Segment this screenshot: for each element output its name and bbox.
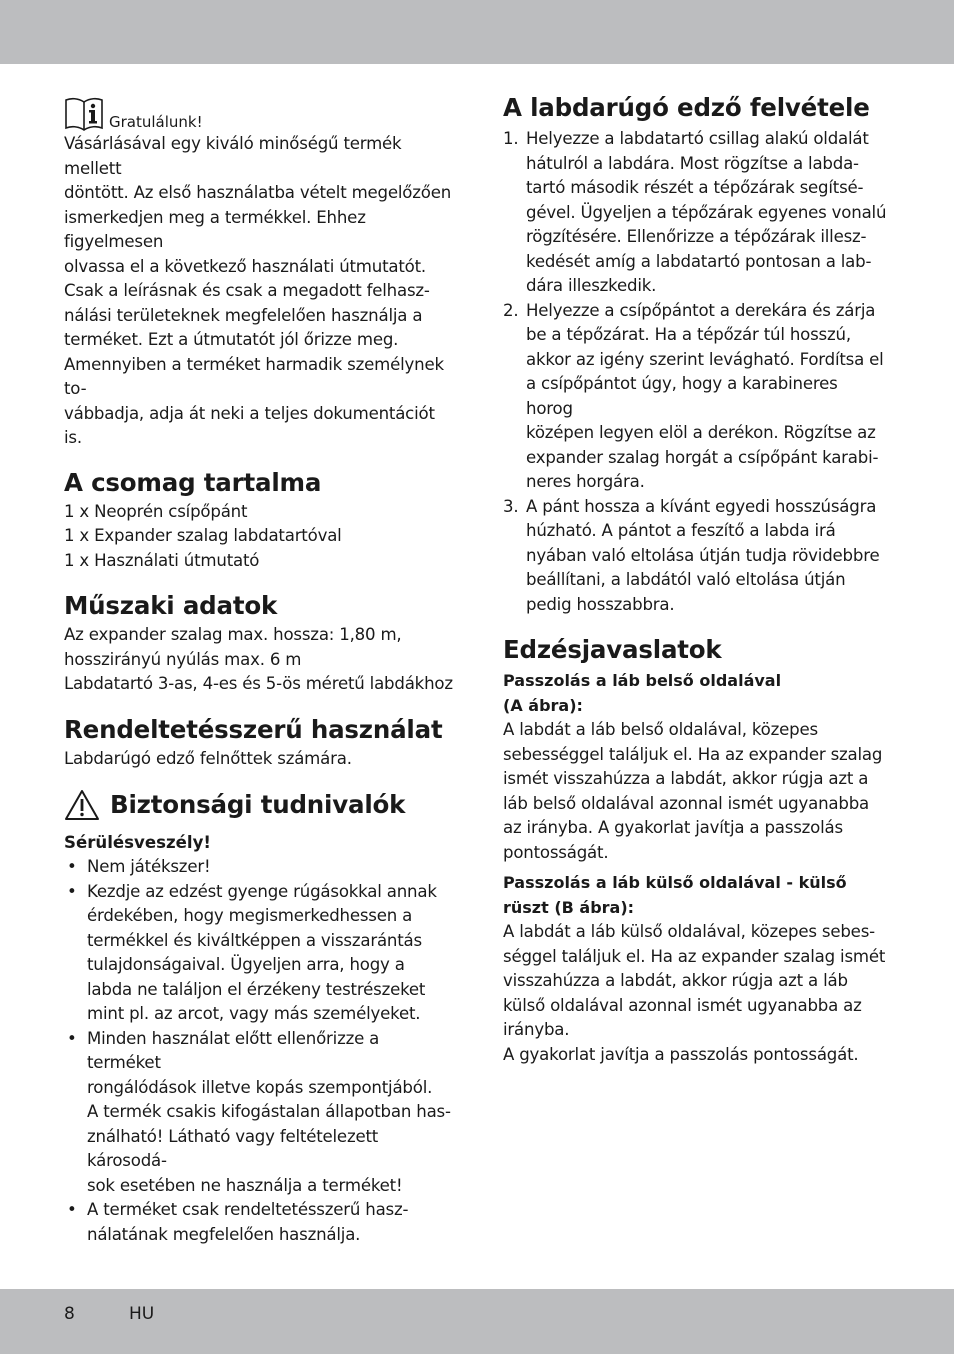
list-item: • Nem játékszer!	[64, 855, 456, 880]
safety-section	[64, 789, 456, 1247]
language-code: HU	[129, 1304, 155, 1324]
intro-section	[64, 92, 456, 451]
right-column	[503, 93, 889, 1067]
page-number: 8	[64, 1304, 75, 1324]
package-section	[64, 468, 456, 574]
safety-subtitle: Sérülésveszély!	[64, 833, 211, 852]
intro-heading	[64, 92, 456, 132]
package-list	[64, 500, 456, 574]
tech-text: Az expander szalag max. hossza: 1,80 m, hosszirányú nyúlás max. 6 m Labdatartó 3-as, 4-es és 5-ös méretű labdákhoz	[64, 625, 453, 693]
usage-section	[64, 715, 456, 772]
congrats-text: Gratulálunk!	[109, 113, 203, 131]
exercise-a-text: A labdát a láb belső oldalával, közepes sebességgel találjuk el. Ha az expander szalag ismét visszahúzza a labdát, akkor rúgja azt a láb belső oldalával azonnal ismét ugyanabba az irányba. A gyakorlat javítja a passzolás pontosságát.	[503, 720, 883, 862]
setup-section	[503, 93, 889, 617]
safety-list	[64, 855, 456, 1247]
list-item: 2. Helyezze a csípőpántot a derekára és zárja be a tépőzárat. Ha a tépőzár túl hosszú, akkor az igény szerint levágható. Fordítsa el a csípőpántot úgy, hogy a karabineres horog középen legyen elöl a derékon. Rögzítse az expander szalag horgát a csípőpánt karabi- neres horgára.	[503, 300, 884, 491]
exercise-b-heading: Passzolás a láb külső oldalával - külső rüszt (B ábra):	[503, 873, 847, 917]
left-column	[64, 92, 456, 1247]
usage-text: Labdarúgó edző felnőttek számára.	[64, 748, 352, 768]
safety-heading	[64, 789, 456, 821]
exercise-a-heading: Passzolás a láb belső oldalával (A ábra):	[503, 671, 782, 715]
exercise-b-text: A labdát a láb külső oldalával, közepes sebes- séggel találjuk el. Ha az expander szalag ismét visszahúzza a labdát, akkor rúgja azt a láb külső oldalával azonnal ismét ugyanabba az irányba. A gyakorlat javítja a passzolás pontosságát.	[503, 922, 886, 1064]
setup-title: A labdarúgó edző felvétele	[503, 93, 870, 122]
list-item: • Kezdje az edzést gyenge rúgásokkal annak érdekében, hogy megismerkedhessen a termékkel és kiváltképpen a visszarántás tulajdonságaival. Ügyeljen arra, hogy a labda ne találjon el érzékeny testrészeket mint pl. az arcot, vagy más személyeket.	[64, 880, 456, 1027]
list-item: • A terméket csak rendeltetésszerű hasz- nálatának megfelelően használja.	[64, 1198, 456, 1247]
package-title: A csomag tartalma	[64, 467, 322, 497]
list-item: 1 x Használati útmutató	[64, 550, 260, 570]
list-item: 3. A pánt hossza a kívánt egyedi hosszúságra húzható. A pántot a feszítő a labda irá nyában való eltolása útján tudja rövidebbre beállítani, a labdától való eltolása útján pedig hosszabbra.	[503, 496, 880, 614]
tech-section	[64, 591, 456, 697]
list-item: 1. Helyezze a labdatartó csillag alakú oldalát hátulról a labdára. Most rögzítse a labda- tartó második részét a tépőzárak segítsé- gével. Ügyeljen a tépőzárak egyenes vonalú rögzítésére. Ellenőrizze a tépőzárak illesz- kedését amíg a labdatartó pontosan a lab- dára illeszkedik.	[503, 129, 887, 295]
manual-info-icon	[64, 96, 104, 132]
setup-steps	[503, 127, 889, 617]
tech-title: Műszaki adatok	[64, 591, 278, 620]
list-item: 1 x Neoprén csípőpánt	[64, 501, 248, 521]
list-item: • Minden használat előtt ellenőrizze a terméket rongálódások illetve kopás szempontjából. A termék csakis kifogástalan állapotban has- ználható! Látható vagy feltételezett károsodá- sok esetében ne használja a terméket!	[64, 1027, 456, 1199]
header-bar	[0, 0, 954, 64]
usage-title: Rendeltetésszerű használat	[64, 714, 443, 744]
intro-text: Vásárlásával egy kiváló minőségű termék mellett döntött. Az első használatba vételt megelőzően ismerkedjen meg a termékkel. Ehhez figyelmesen olvassa el a következő használati útmutatót. Csak a leírásnak és csak a megadott felhasz- nálási területeknek megfelelően használja a terméket. Ezt a útmutatót jól őrizze meg. Amennyiben a terméket harmadik személynek to- vábbadja, adja át neki a teljes dokumentációt is.	[64, 134, 452, 447]
training-section	[503, 635, 889, 1067]
list-item: 1 x Expander szalag labdatartóval	[64, 526, 342, 545]
safety-title: Biztonsági tudnivalók	[110, 790, 406, 819]
warning-triangle-icon	[64, 789, 100, 821]
training-title: Edzésjavaslatok	[503, 635, 722, 664]
